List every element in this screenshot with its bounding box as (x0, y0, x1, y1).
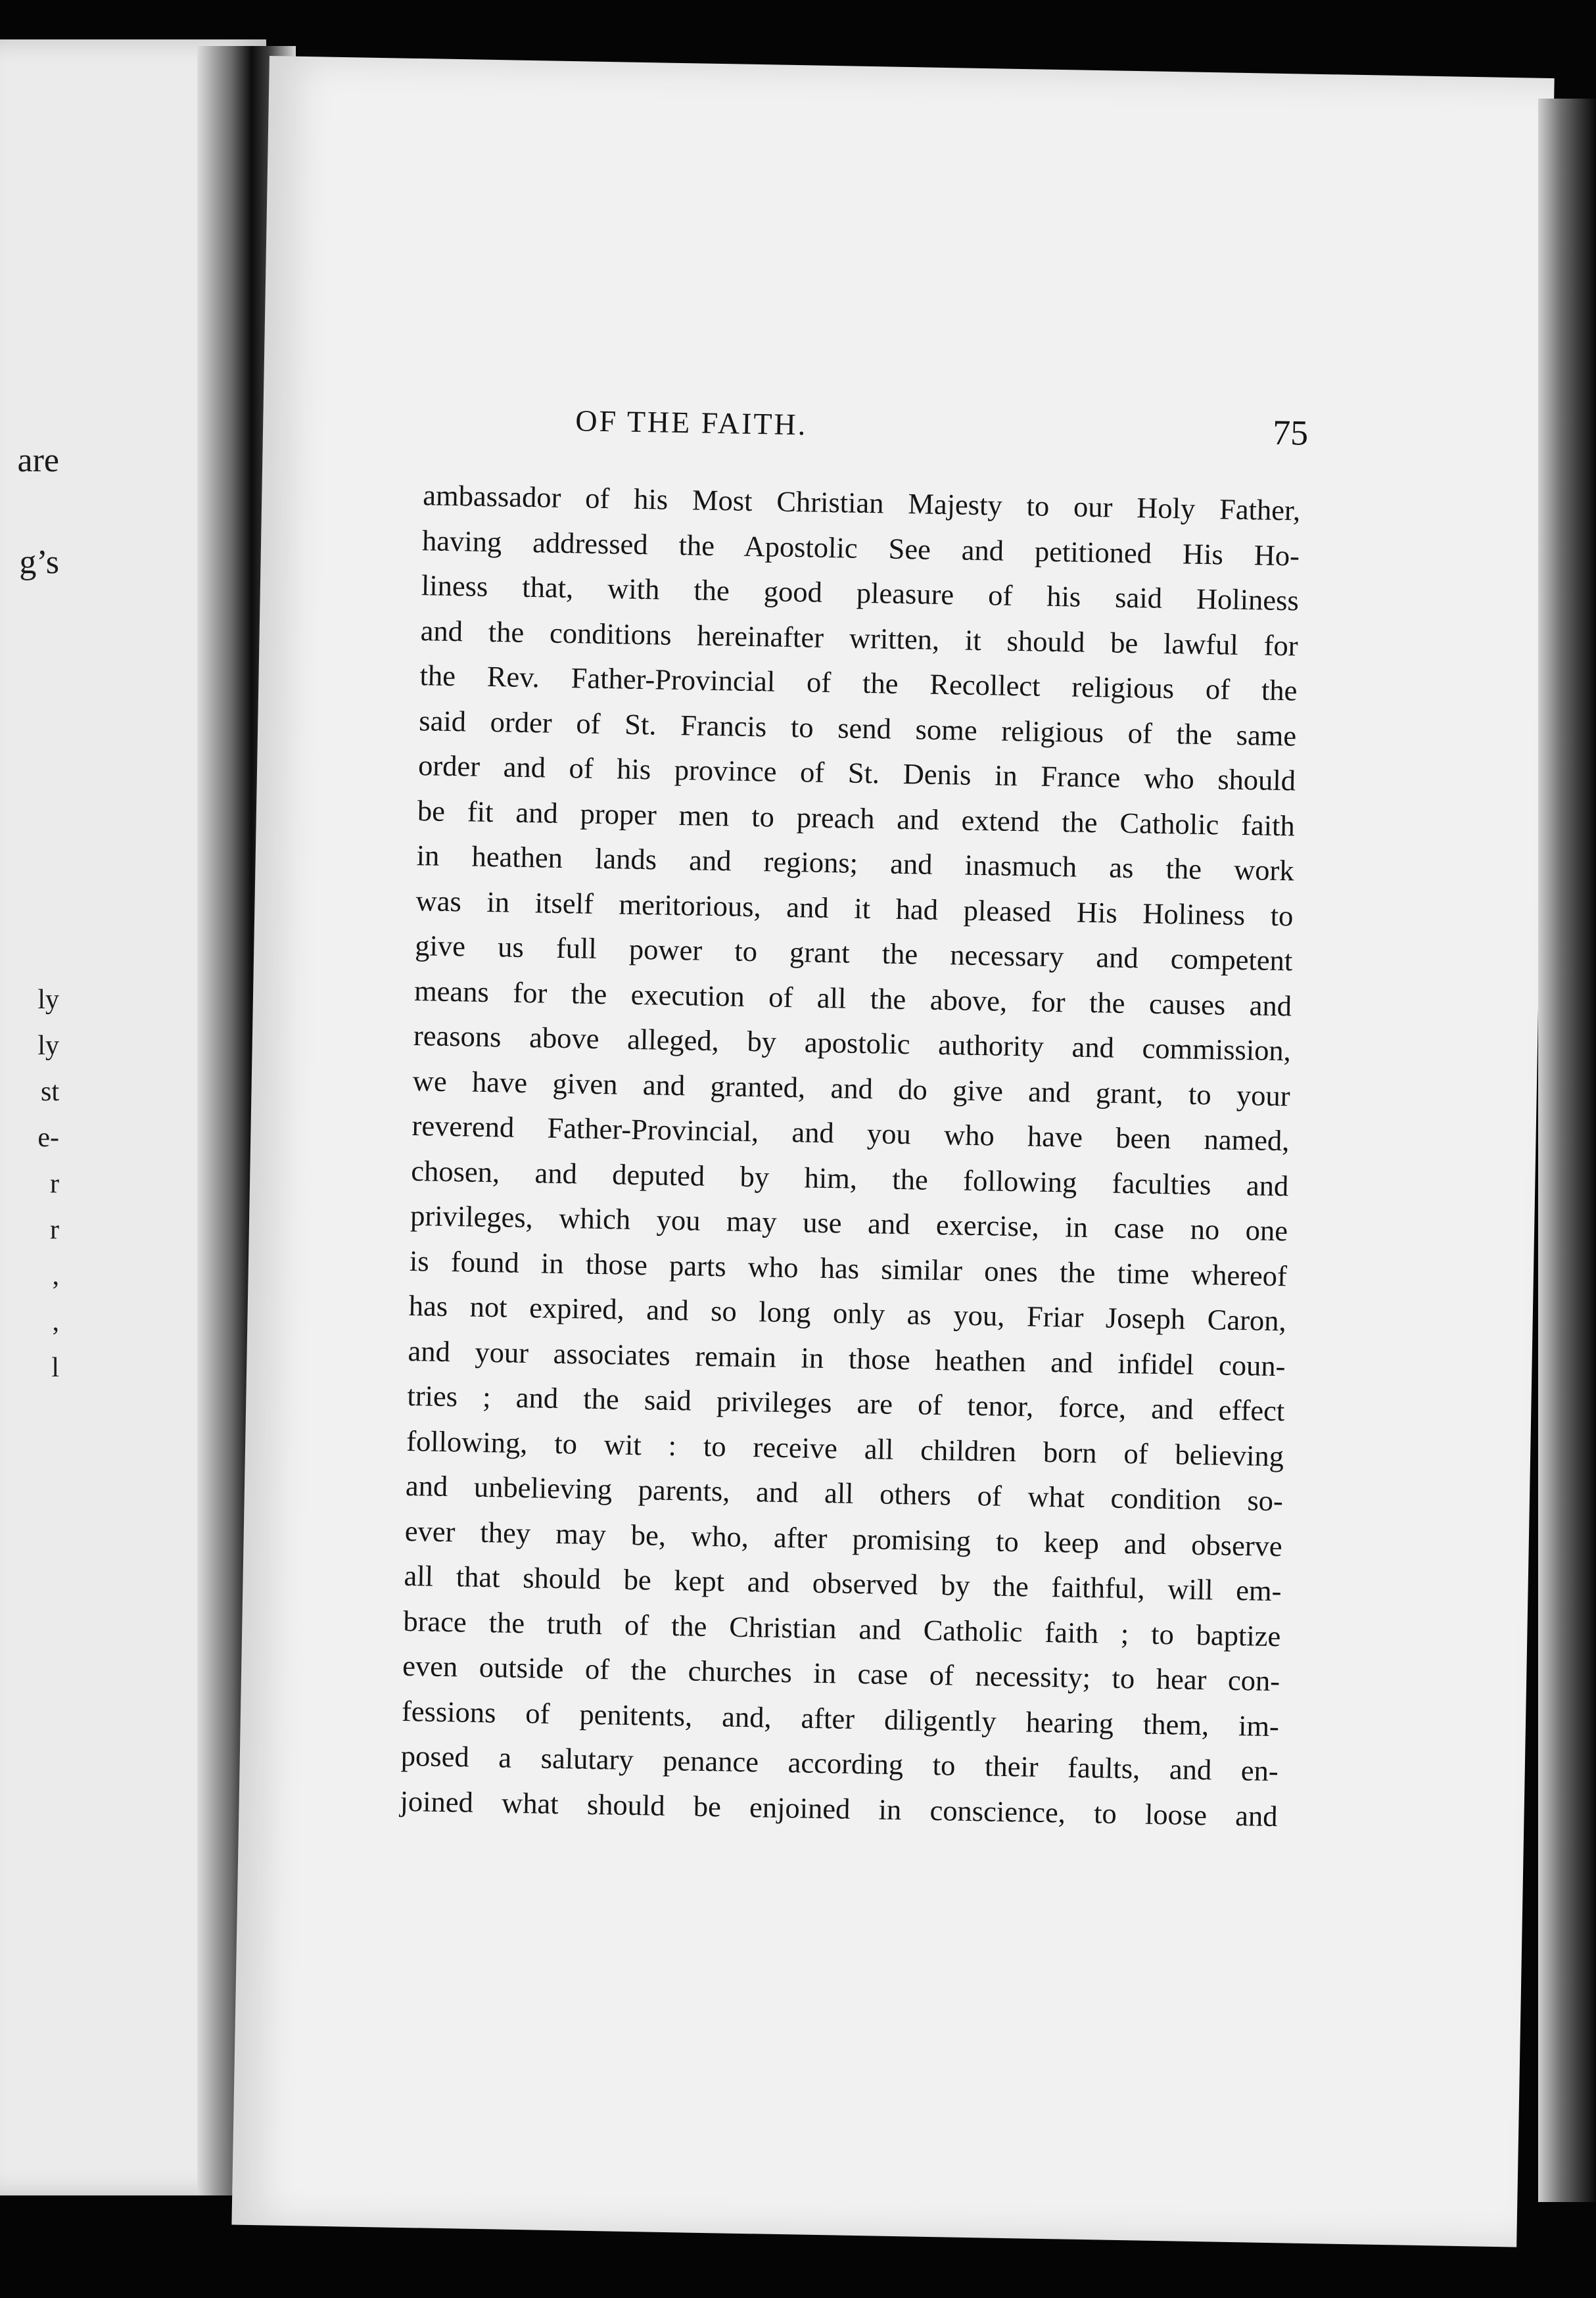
text-line: in heathen lands and regions; and inasmuch as the work (416, 839, 1295, 887)
text-line: chosen, and deputed by him, the following faculties and (411, 1154, 1289, 1202)
page-stack-edge (1538, 99, 1596, 2202)
running-head: OF THE FAITH. (575, 404, 808, 442)
text-line: the Rev. Father-Provincial of the Recollect religious of the (419, 659, 1298, 707)
left-page-fragment: e- (37, 1123, 59, 1153)
left-page-fragment: g’s (19, 544, 59, 581)
text-line: and your associates remain in those heathen and infidel coun- (408, 1334, 1286, 1382)
right-page (231, 56, 1554, 2247)
text-line: fessions of penitents, and, after diligently hearing them, im- (401, 1694, 1280, 1743)
left-page-fragment: r (50, 1215, 59, 1245)
text-line: ambassador of his Most Christian Majesty to our Holy Father, (422, 479, 1301, 527)
left-page-fragment: , (52, 1307, 59, 1337)
body-text (400, 473, 1301, 1839)
text-line: privileges, which you may use and exercise, in case no one (410, 1199, 1288, 1248)
text-line: means for the execution of all the above, for the causes and (413, 973, 1292, 1022)
text-line: having addressed the Apostolic See and petitioned His Ho- (421, 523, 1300, 572)
left-page-fragment: are (17, 442, 59, 479)
text-line: is found in those parts who has similar ones the time whereof (409, 1244, 1288, 1292)
left-page-fragment: l (51, 1353, 59, 1383)
text-line: and unbelieving parents, and all others of what condition so- (405, 1468, 1284, 1518)
text-line: brace the truth of the Christian and Catholic faith ; to baptize (403, 1604, 1281, 1653)
text-line: order and of his province of St. Denis in France who should (417, 749, 1296, 797)
text-line: reverend Father-Provincial, and you who have been named, (411, 1109, 1290, 1158)
left-page-fragment: ly (37, 1031, 59, 1061)
text-line: posed a salutary penance according to their faults, and en- (400, 1739, 1279, 1788)
text-line: has not expired, and so long only as you, Friar Joseph Caron, (408, 1288, 1287, 1338)
text-line: ever they may be, who, after promising to keep and observe (404, 1514, 1283, 1562)
text-line: joined what should be enjoined in conscience, to loose and (400, 1784, 1278, 1833)
page-header (423, 387, 1309, 481)
text-line: following, to wit : to receive all children born of believing (406, 1424, 1284, 1472)
text-line: be fit and proper men to preach and extend the Catholic faith (417, 793, 1296, 842)
left-page-fragment: st (40, 1077, 59, 1107)
text-line: all that should be kept and observed by the faithful, will em- (404, 1559, 1282, 1608)
left-page-fragment: , (52, 1261, 59, 1291)
text-line: tries ; and the said privileges are of tenor, force, and effect (407, 1378, 1285, 1428)
page-content (400, 387, 1309, 1839)
text-line: and the conditions hereinafter written, it should be lawful for (420, 613, 1299, 662)
text-line: we have given and granted, and do give and grant, to your (412, 1064, 1291, 1112)
text-line: give us full power to grant the necessary and competent (414, 929, 1293, 977)
page-number: 75 (1272, 412, 1309, 453)
text-line: reasons above alleged, by apostolic authority and commission, (413, 1019, 1292, 1067)
text-line: even outside of the churches in case of necessity; to hear con- (402, 1649, 1280, 1698)
left-page-fragment: ly (37, 985, 59, 1015)
text-line: was in itself meritorious, and it had pleased His Holiness to (415, 883, 1294, 932)
left-page-fragment: r (50, 1169, 59, 1199)
text-line: liness that, with the good pleasure of his said Holiness (421, 569, 1300, 617)
text-line: said order of St. Francis to send some religious of the same (418, 703, 1297, 752)
